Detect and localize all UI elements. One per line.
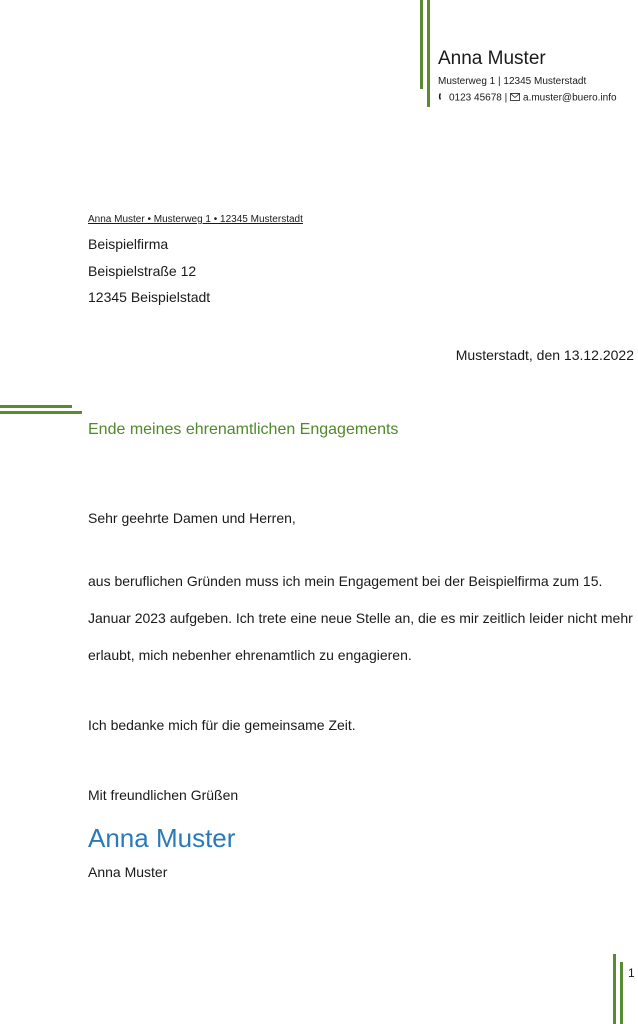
date-line: Musterstadt, den 13.12.2022 bbox=[455, 347, 634, 363]
subject-line: Ende meines ehrenamtlichen Engagements bbox=[88, 421, 399, 438]
contact-separator: | bbox=[504, 92, 508, 104]
closing: Mit freundlichen Grüßen bbox=[88, 787, 239, 803]
fold-mark-line-1 bbox=[0, 405, 72, 408]
return-address-line: Anna Muster • Musterweg 1 • 12345 Musterstadt bbox=[88, 214, 303, 225]
signature-script: Anna Muster bbox=[88, 823, 236, 853]
page-number: 1 bbox=[628, 966, 635, 980]
footer-accent-line-2 bbox=[620, 962, 623, 1024]
header-accent-line-1 bbox=[420, 0, 423, 89]
salutation: Sehr geehrte Damen und Herren, bbox=[88, 510, 296, 526]
body-paragraph-2: Ich bedanke mich für die gemeinsame Zeit. bbox=[88, 717, 356, 733]
recipient-street: Beispielstraße 12 bbox=[88, 263, 197, 279]
fold-mark-line-2 bbox=[0, 411, 82, 414]
header-accent-line-2 bbox=[427, 0, 430, 107]
recipient-company: Beispielfirma bbox=[88, 236, 169, 252]
sender-phone: 0123 45678 bbox=[449, 92, 502, 104]
envelope-icon bbox=[510, 93, 520, 104]
recipient-city: 12345 Beispielstadt bbox=[88, 289, 211, 305]
footer-accent-line-1 bbox=[613, 954, 616, 1024]
sender-name: Anna Muster bbox=[438, 48, 546, 69]
sender-contact bbox=[438, 92, 617, 104]
phone-icon bbox=[438, 92, 446, 104]
sender-address: Musterweg 1 | 12345 Musterstadt bbox=[438, 76, 587, 87]
sender-email: a.muster@buero.info bbox=[523, 92, 617, 104]
body-paragraph-1: aus beruflichen Gründen muss ich mein Engagement bei der Beispielfirma zum 15. Januar 2023 aufgeben. Ich trete eine neue Stelle an, die es mir zeitlich leider nicht mehr erlaubt, mich nebenher ehrenamtlich zu engagieren. bbox=[88, 573, 633, 663]
signature-name: Anna Muster bbox=[88, 864, 168, 880]
